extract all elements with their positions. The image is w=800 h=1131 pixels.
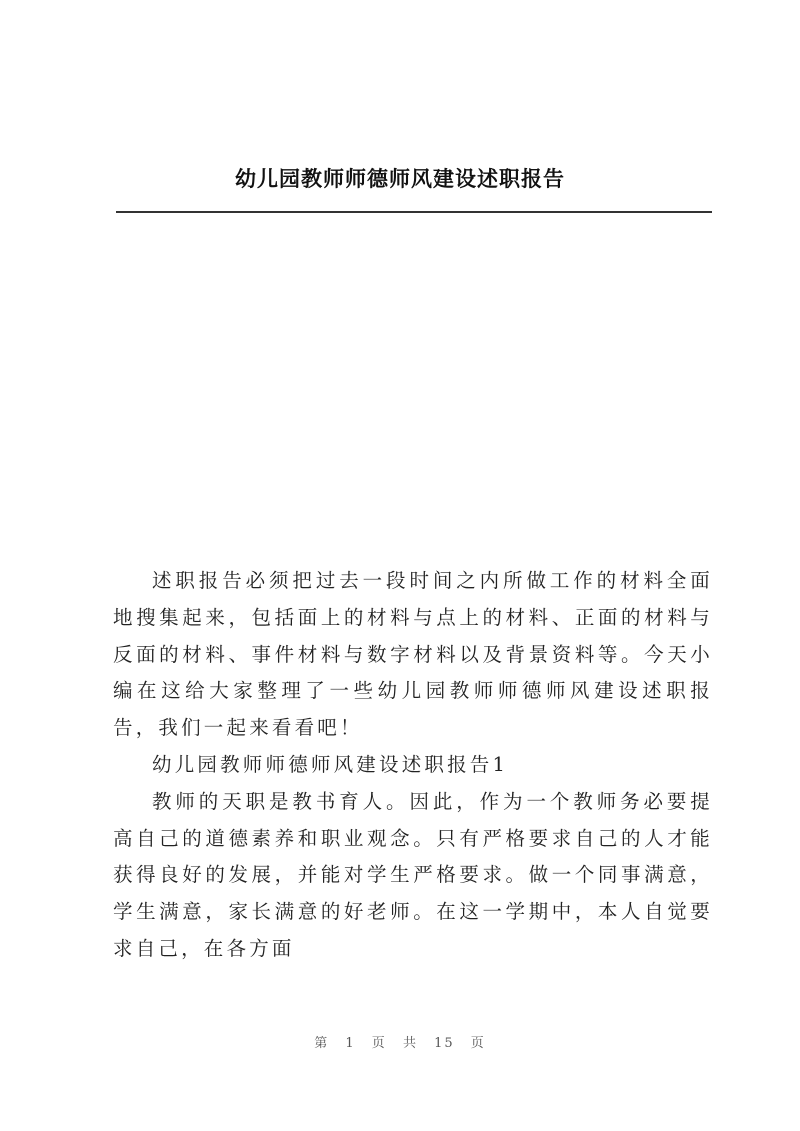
body-paragraph: 教师的天职是教书育人。因此，作为一个教师务必要提高自己的道德素养和职业观念。只有严格要求自己的人才能获得良好的发展，并能对学生严格要求。做一个同事满意，学生满意，家长满意的好老师。在这一学期中，本人自觉要求自己，在各方面 <box>113 789 713 960</box>
footer-total-label: 共 <box>402 1036 418 1051</box>
footer-page-number: 1 <box>345 1036 356 1051</box>
intro-paragraph: 述职报告必须把过去一段时间之内所做工作的材料全面地搜集起来，包括面上的材料与点上的材料、正面的材料与反面的材料、事件材料与数字材料以及背景资料等。今天小编在这给大家整理了一些幼儿园教师师德师风建设述职报告，我们一起来看看吧！ <box>113 569 713 740</box>
footer-page-unit: 页 <box>371 1036 387 1051</box>
title-divider <box>116 211 712 213</box>
document-body <box>113 563 713 968</box>
document-title: 幼儿园教师师德师风建设述职报告 <box>235 166 565 191</box>
footer-total-pages: 15 <box>434 1036 455 1051</box>
footer-page-label: 第 <box>314 1036 330 1051</box>
page-footer <box>0 1032 800 1051</box>
footer-total-unit: 页 <box>470 1036 486 1051</box>
section-heading: 幼儿园教师师德师风建设述职报告1 <box>152 752 509 776</box>
